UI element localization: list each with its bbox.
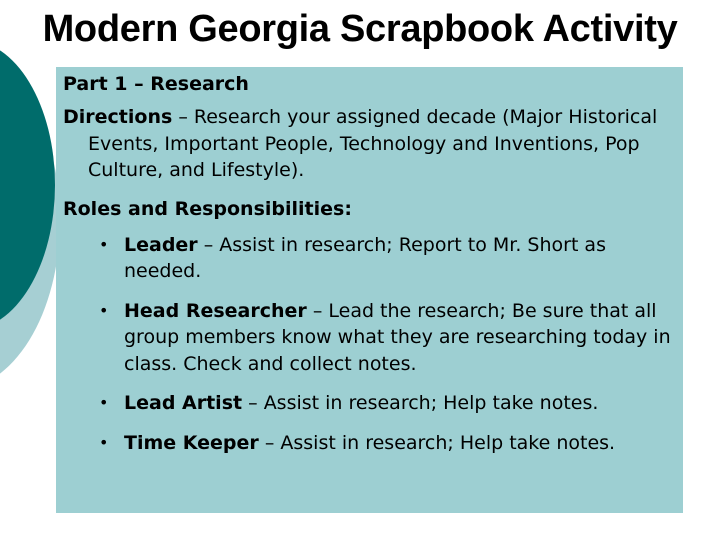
part-heading: Part 1 – Research: [63, 73, 249, 95]
directions-label: Directions: [63, 106, 173, 128]
role-description: Assist in research; Report to Mr. Short as needed.: [124, 233, 606, 282]
slide-title: Modern Georgia Scrapbook Activity: [42, 8, 678, 50]
content-box: [56, 67, 683, 513]
bullet-icon: •: [99, 300, 109, 320]
role-name: Time Keeper: [124, 431, 259, 454]
role-name: Head Researcher: [124, 299, 307, 322]
role-item-time-keeper: [63, 430, 675, 457]
directions-text: Research your assigned decade (Major Historical Events, Important People, Technology and Inventions, Pop Culture, and Lifestyle).: [88, 106, 658, 181]
directions-separator: –: [172, 106, 194, 128]
bullet-icon: •: [99, 432, 109, 452]
role-description: Assist in research; Help take notes.: [263, 392, 599, 414]
role-separator: –: [306, 299, 329, 322]
roles-heading: Roles and Responsibilities:: [63, 197, 352, 220]
role-description: Lead the research; Be sure that all group members know what they are researching today in class. Check and collect notes.: [124, 299, 671, 375]
directions-paragraph: [63, 104, 675, 184]
role-item-leader: [63, 232, 675, 285]
bullet-icon: •: [99, 234, 109, 254]
bullet-icon: •: [99, 393, 109, 412]
role-separator: –: [258, 431, 281, 454]
role-item-lead-artist: [63, 390, 675, 417]
role-separator: –: [197, 233, 220, 256]
roles-list: [63, 232, 675, 457]
role-item-head-researcher: [63, 298, 675, 378]
role-separator: –: [242, 392, 264, 414]
role-name: Lead Artist: [124, 392, 243, 414]
role-name: Leader: [124, 233, 198, 256]
role-description: Assist in research; Help take notes.: [280, 431, 616, 454]
